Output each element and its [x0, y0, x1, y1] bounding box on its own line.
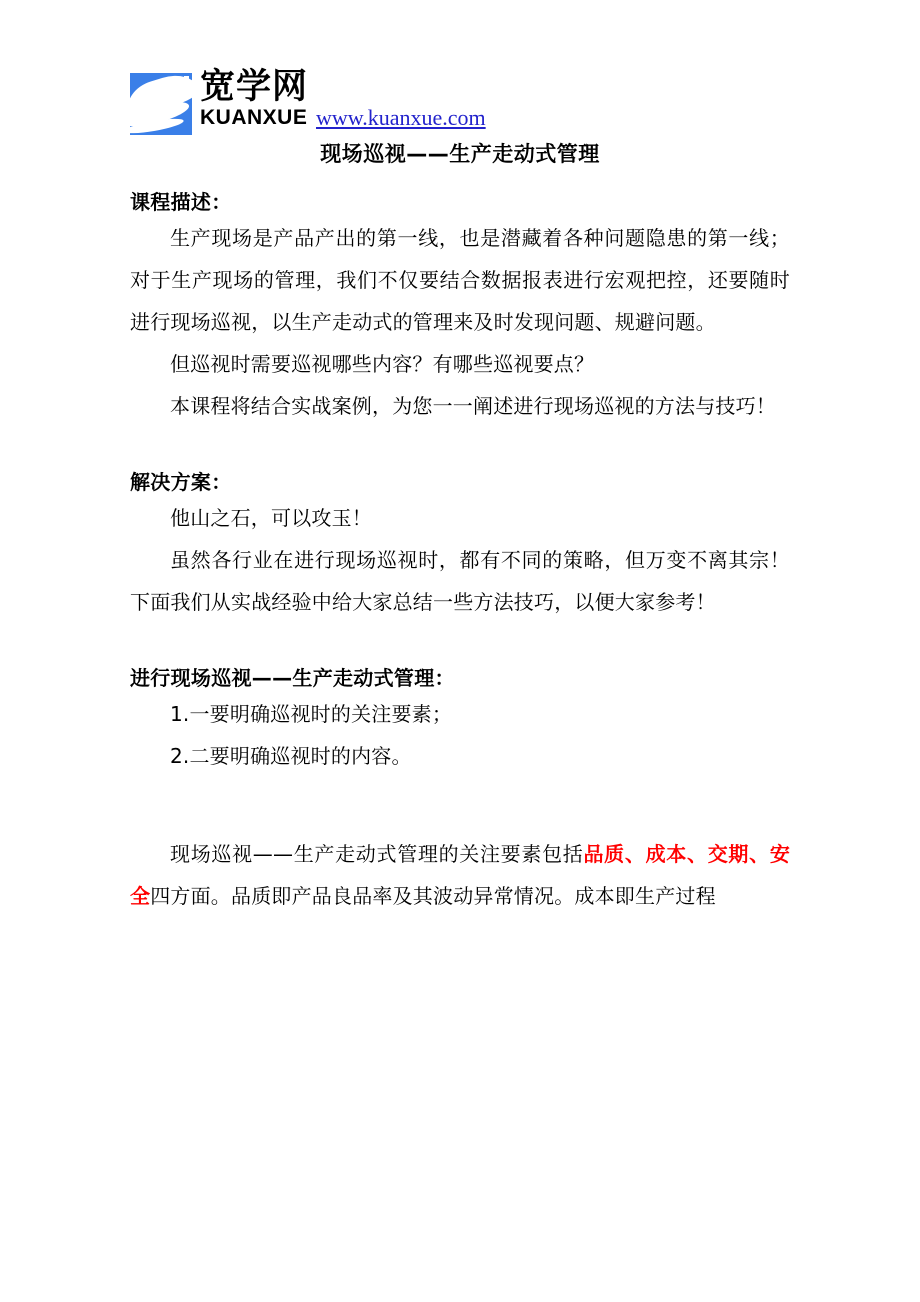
key-elements-prefix: 现场巡视——生产走动式管理的关注要素包括 — [170, 842, 584, 867]
logo-checker-pattern — [167, 76, 189, 92]
list-item-method-2: 2.二要明确巡视时的内容。 — [170, 744, 412, 769]
checker-cell — [167, 82, 172, 87]
heading-course-description: 课程描述： — [130, 190, 232, 215]
checker-cell — [173, 76, 178, 81]
checker-cell — [173, 82, 178, 87]
highlight-separator: 、 — [624, 842, 646, 867]
checker-cell — [167, 76, 172, 81]
highlight-delivery: 交期 — [707, 842, 750, 867]
section-spacer — [130, 427, 790, 467]
paragraph-solution-2: 虽然各行业在进行现场巡视时，都有不同的策略，但万变不离其宗！下面我们从实战经验中给大家总结一些方法技巧，以便大家参考！ — [130, 548, 790, 615]
highlight-separator: 、 — [749, 842, 770, 867]
highlight-safety: 安全 — [130, 842, 791, 909]
paragraph-key-elements — [130, 833, 790, 917]
highlight-quality: 品质 — [583, 842, 625, 867]
document-body — [130, 140, 790, 917]
kuanxue-logo-icon — [130, 73, 192, 135]
list-item-method-1: 1.一要明确巡视时的关注要素； — [170, 702, 453, 727]
checker-cell — [179, 87, 184, 92]
heading-solution: 解决方案： — [130, 470, 232, 495]
paragraph-description-2: 但巡视时需要巡视哪些内容？有哪些巡视要点？ — [170, 352, 595, 377]
logo-chinese-name: 宽学网 — [200, 67, 309, 107]
paragraph-solution-1: 他山之石，可以攻玉！ — [170, 506, 372, 531]
checker-cell — [173, 87, 178, 92]
checker-cell — [184, 82, 189, 87]
highlight-cost: 成本 — [645, 842, 687, 867]
site-url-link[interactable]: www.kuanxue.com — [316, 105, 486, 130]
checker-cell — [179, 82, 184, 87]
logo-english-name: KUANXUE — [200, 105, 308, 129]
checker-cell — [179, 76, 184, 81]
key-elements-suffix: 四方面。品质即产品良品率及其波动异常情况。成本即生产过程 — [150, 884, 716, 909]
heading-method: 进行现场巡视——生产走动式管理： — [130, 666, 455, 691]
site-header — [130, 55, 486, 135]
checker-cell — [184, 76, 189, 81]
checker-cell — [167, 87, 172, 92]
site-logo[interactable] — [130, 69, 308, 135]
logo-wordmark — [200, 69, 308, 128]
highlight-separator: 、 — [687, 842, 708, 867]
paragraph-description-3: 本课程将结合实战案例，为您一一阐述进行现场巡视的方法与技巧！ — [170, 394, 776, 419]
section-spacer — [130, 777, 790, 833]
page-title: 现场巡视——生产走动式管理 — [320, 142, 600, 166]
section-spacer — [130, 623, 790, 663]
paragraph-description-1: 生产现场是产品产出的第一线，也是潜藏着各种问题隐患的第一线；对于生产现场的管理，我们不仅要结合数据报表进行宏观把控，还要随时进行现场巡视，以生产走动式的管理来及时发现问题、规避问题。 — [130, 226, 790, 335]
checker-cell — [184, 87, 189, 92]
